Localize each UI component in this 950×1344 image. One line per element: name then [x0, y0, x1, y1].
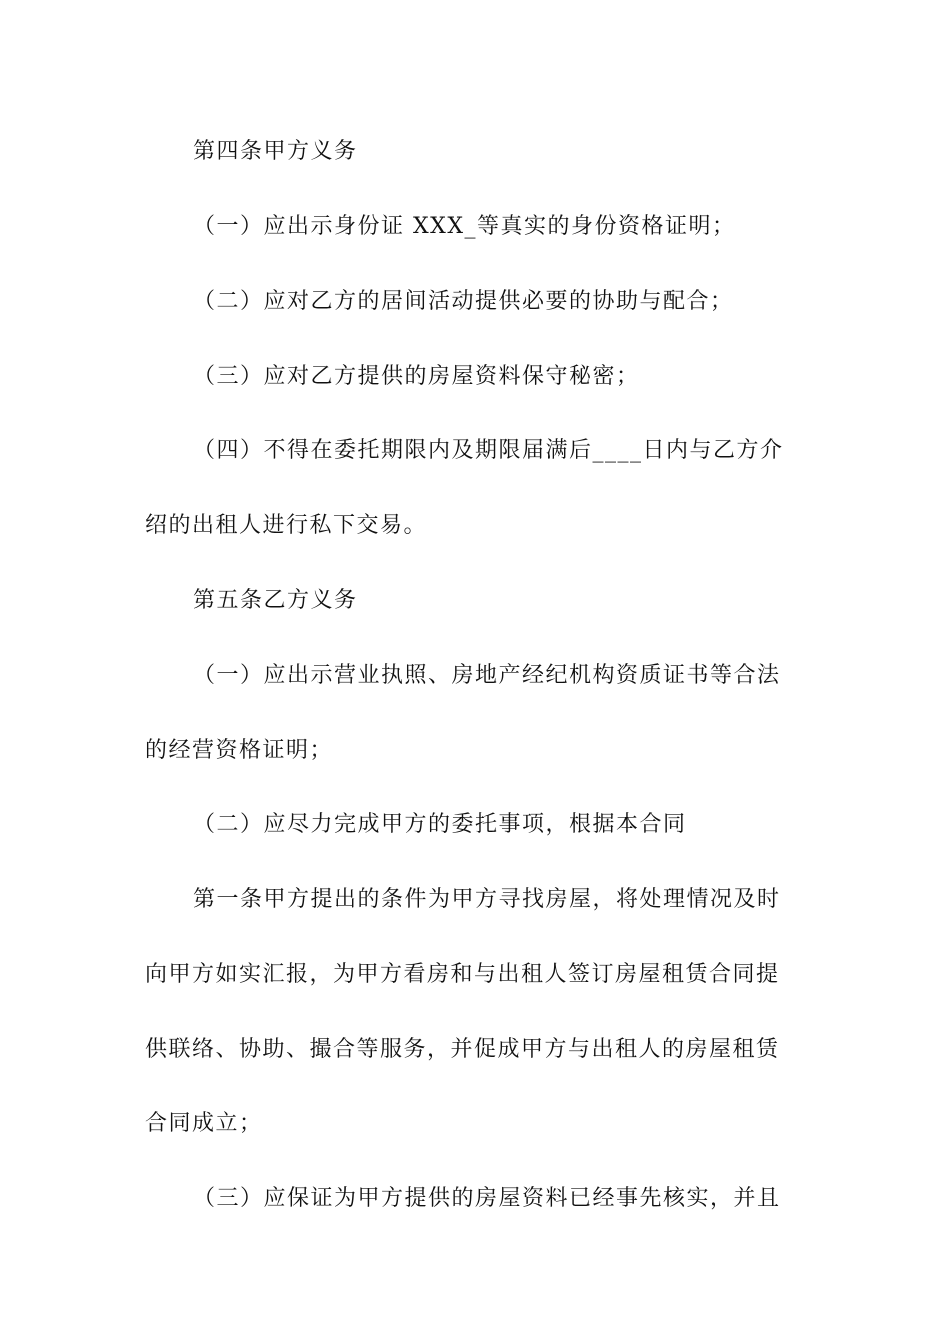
article-5-item-1-line-2: 的经营资格证明； — [145, 738, 334, 763]
article-5-item-1-line-1: （一）应出示营业执照、房地产经纪机构资质证书等合法 — [193, 663, 781, 688]
article-5-heading: 第五条乙方义务 — [193, 588, 358, 613]
article-4-item-4-line-2: 绍的出租人进行私下交易。 — [145, 513, 428, 538]
article-5-item-2-line-5: 合同成立； — [145, 1111, 263, 1136]
article-4-item-1: （一）应出示身份证 XXX_等真实的身份资格证明； — [193, 214, 736, 239]
article-4-heading: 第四条甲方义务 — [193, 139, 358, 164]
article-4-item-3: （三）应对乙方提供的房屋资料保守秘密； — [193, 364, 640, 389]
article-4-item-2: （二）应对乙方的居间活动提供必要的协助与配合； — [193, 289, 734, 314]
article-5-item-2-line-2: 第一条甲方提出的条件为甲方寻找房屋，将处理情况及时 — [193, 887, 781, 912]
article-4-item-4-line-1: （四）不得在委托期限内及期限届满后____日内与乙方介 — [193, 438, 784, 463]
article-5-item-2-line-1: （二）应尽力完成甲方的委托事项，根据本合同 — [193, 812, 687, 837]
article-5-item-2-line-3: 向甲方如实汇报，为甲方看房和与出租人签订房屋租赁合同提 — [145, 962, 780, 987]
article-5-item-3-line-1: （三）应保证为甲方提供的房屋资料已经事先核实，并且 — [193, 1186, 781, 1211]
article-5-item-2-line-4: 供联络、协助、撮合等服务，并促成甲方与出租人的房屋租赁 — [145, 1037, 780, 1062]
